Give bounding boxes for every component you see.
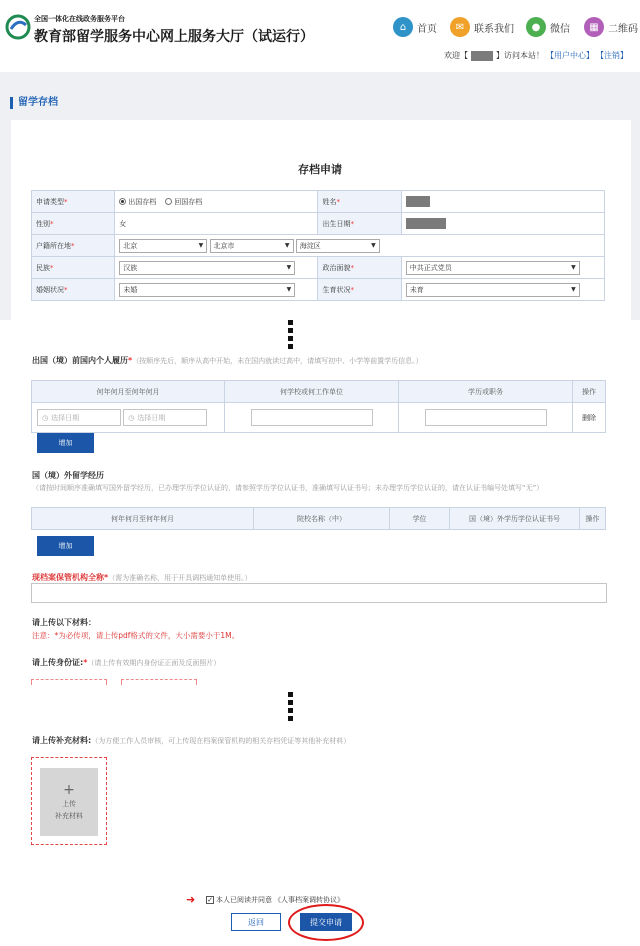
gender-value: 女 [115, 213, 318, 235]
return-button[interactable]: 返回 [231, 913, 281, 931]
redacted-username [471, 51, 493, 61]
agreement-row: ✓ 本人已阅读并同意 《人事档案调转协议》 [207, 896, 344, 904]
clock-icon: ◷ [128, 413, 135, 422]
archive-org-input[interactable] [31, 583, 607, 603]
nav-contact[interactable]: ✉ 联系我们 [450, 14, 514, 40]
table-header-row: 何年何月至何年何月 院校名称（中） 学位 国（境）外学历学位认证书号 操作 [32, 508, 606, 530]
province-select[interactable]: 北京 ▼ [119, 239, 207, 253]
site-header [0, 0, 640, 72]
welcome-bar: 欢迎【 】访问本站！ 【用户中心】 【注销】 [444, 51, 628, 60]
clock-icon: ◷ [42, 413, 49, 422]
table-row: 民族* 汉族 ▼ 政治面貌* 中共正式党员 ▼ [32, 257, 605, 279]
city-select[interactable]: 北京市 ▼ [210, 239, 294, 253]
radio-icon [165, 198, 172, 205]
archive-org-heading: 现档案保管机构全称*（需为准确名称，用于开具调档通知单使用。） [32, 573, 252, 582]
logo-icon [5, 14, 31, 40]
nav-wechat[interactable]: ● 微信 [526, 14, 570, 40]
arrow-right-icon: ➜ [186, 893, 196, 906]
marital-select[interactable]: 未婚 ▼ [119, 283, 295, 297]
add-domestic-button[interactable]: 增加 [37, 433, 94, 453]
ellipsis-icon [288, 320, 294, 349]
section-divider [0, 320, 640, 350]
start-date-input[interactable]: ◷ 选择日期 [37, 409, 121, 426]
delete-link[interactable]: 删除 [573, 403, 606, 433]
radio-icon [119, 198, 126, 205]
caret-down-icon: ▼ [286, 264, 292, 271]
home-icon: ⌂ [393, 17, 413, 37]
nav-qrcode[interactable]: ▦ 二维码 [584, 14, 638, 40]
logout-link[interactable]: 【注销】 [596, 51, 628, 60]
domestic-resume-table [31, 380, 606, 433]
section-title: 留学存档 [10, 97, 58, 109]
caret-down-icon: ▼ [284, 242, 290, 249]
table-header-row: 何年何月至何年何月 何学校或何工作单位 学历或职务 操作 [32, 381, 606, 403]
caret-down-icon: ▼ [286, 286, 292, 293]
radio-outbound[interactable]: 出国存档 [119, 198, 156, 206]
foreign-resume-table [31, 507, 606, 530]
redacted-name [406, 196, 430, 207]
caret-down-icon: ▼ [571, 264, 576, 271]
form-title: 存档申请 [298, 163, 342, 176]
table-row: 申请类型* 出国存档 回国存档 姓名* [32, 191, 605, 213]
domestic-resume-heading: 出国（境）前国内个人履历*（按顺序先后，顺序从高中开始，未在国内就读过高中，请填写初中、小学等前置学历信息。） [32, 356, 423, 365]
supplementary-heading: 请上传补充材料:（为方便工作人员审核，可上传现在档案保管机构的相关存档凭证等其他补充材料） [32, 736, 351, 745]
section-divider [0, 685, 640, 730]
site-title: 教育部留学服务中心网上服务大厅（试运行） [34, 29, 314, 45]
table-row: 性别* 女 出生日期* [32, 213, 605, 235]
upload-placeholder: + 上传 补充材料 [40, 768, 98, 836]
ethnicity-select[interactable]: 汉族 ▼ [119, 261, 295, 275]
basic-info-table [31, 190, 605, 301]
user-center-link[interactable]: 【用户中心】 [546, 51, 594, 60]
table-row: 婚姻状况* 未婚 ▼ 生育状况* 未育 ▼ [32, 279, 605, 301]
foreign-resume-heading: 国（境）外留学经历（请按时间顺序准确填写国外留学经历，已办理学历学位认证的，请参照学历学位认证书，准确填写认证书号；未办理学历学位认证的，请在认证书编号处填写“无”） [32, 471, 544, 492]
submit-button[interactable]: 提交申请 [300, 913, 352, 931]
highlight-ring [288, 904, 364, 941]
ellipsis-icon [288, 692, 294, 721]
agree-checkbox[interactable]: ✓ [207, 896, 213, 904]
caret-down-icon: ▼ [371, 242, 376, 249]
degree-input[interactable] [425, 409, 547, 426]
fertility-select[interactable]: 未育 ▼ [406, 283, 580, 297]
school-input[interactable] [251, 409, 373, 426]
qrcode-icon: ▦ [584, 17, 604, 37]
district-select[interactable]: 海淀区 ▼ [296, 239, 380, 253]
plus-icon: + [63, 782, 75, 798]
agreement-link[interactable]: 《人事档案调转协议》 [274, 896, 344, 904]
id-upload-heading: 请上传身份证:*（请上传有效期内身份证正面及反面照片） [32, 658, 221, 667]
materials-heading: 请上传以下材料： [32, 618, 96, 627]
table-row [32, 403, 606, 433]
materials-note: 注意：*为必传项，请上传pdf格式的文件，大小需要小于1M。 [32, 631, 240, 640]
nav-home[interactable]: ⌂ 首页 [393, 14, 437, 40]
political-status-select[interactable]: 中共正式党员 ▼ [406, 261, 580, 275]
wechat-icon: ● [526, 17, 546, 37]
caret-down-icon: ▼ [198, 242, 204, 249]
caret-down-icon: ▼ [571, 286, 576, 293]
platform-subtitle: 全国一体化在线政务服务平台 [34, 15, 125, 23]
add-foreign-button[interactable]: 增加 [37, 536, 94, 556]
redacted-birthdate [406, 218, 446, 229]
radio-return[interactable]: 回国存档 [165, 198, 202, 206]
supplementary-upload[interactable] [31, 757, 107, 845]
end-date-input[interactable]: ◷ 选择日期 [123, 409, 207, 426]
mail-icon: ✉ [450, 17, 470, 37]
table-row: 户籍所在地* 北京 ▼ 北京市 ▼ 海淀区 ▼ [32, 235, 605, 257]
